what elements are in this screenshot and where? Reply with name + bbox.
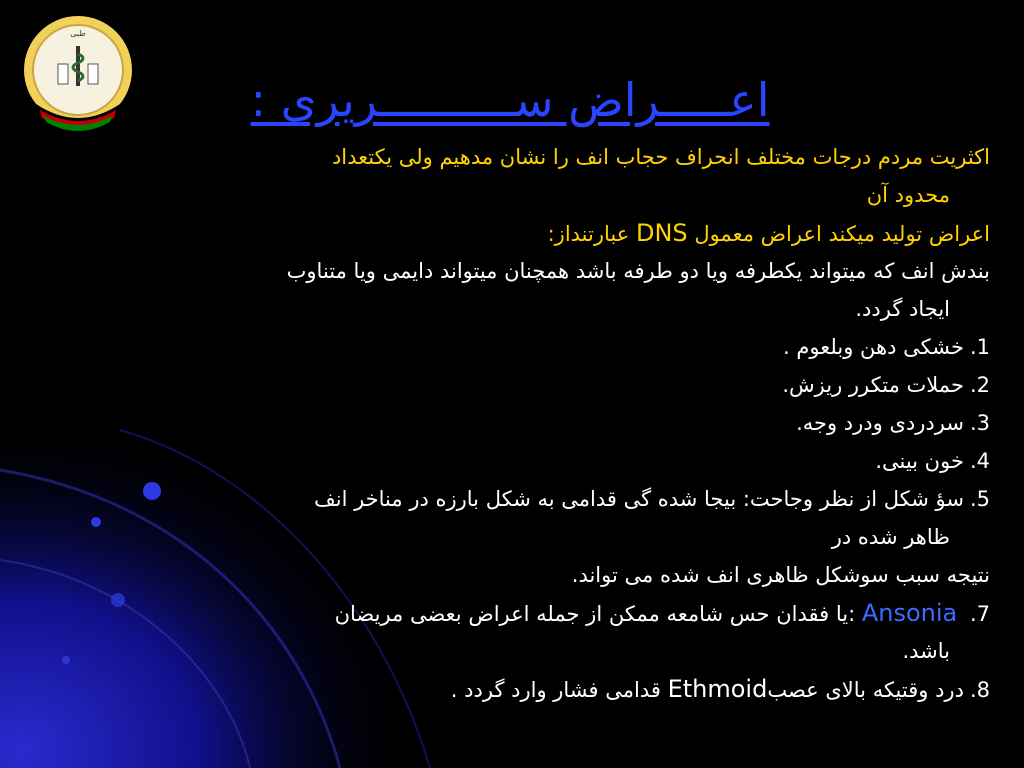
- list-text: سردردی ودرد وجه.: [796, 411, 964, 435]
- slide-body: [48, 138, 990, 708]
- list-text-b: قدامی فشار وارد گردد .: [450, 678, 661, 702]
- list-item-8: [48, 670, 990, 708]
- list-number: 3.: [969, 411, 990, 435]
- list-item-1: [48, 328, 990, 366]
- list-text: سؤ شکل از نظر وجاحت: بیجا شده گی قدامی به شکل بارزه در مناخر انف: [314, 487, 964, 511]
- ethmoid-term: Ethmoid: [667, 675, 768, 703]
- symptoms-lead-b: عبارتنداز:: [547, 222, 630, 246]
- university-seal-logo: [22, 14, 134, 132]
- list-text: درد وقتیکه بالای عصب: [767, 678, 964, 702]
- list-number: 8.: [969, 678, 990, 702]
- list-item-3: [48, 404, 990, 442]
- list-text: حملات متکرر ریزش.: [782, 373, 964, 397]
- list-text: :یا فقدان حس شامعه ممکن از جمله اعراض بعضی مریضان: [334, 602, 856, 626]
- obstruction-line-2: ایجاد گردد.: [855, 297, 950, 321]
- list-item-2: [48, 366, 990, 404]
- list-item-4: [48, 442, 990, 480]
- symptoms-lead: [48, 214, 990, 252]
- list-number: 2.: [969, 373, 990, 397]
- list-text: خشکی دهن وبلعوم .: [783, 335, 964, 359]
- symptoms-lead-a: اعراض تولید میکند اعراض معمول: [694, 222, 990, 246]
- list-item-5-continued: ظاهر شده در: [831, 525, 950, 549]
- list-number: 5.: [969, 487, 990, 511]
- list-item-5: [48, 480, 990, 518]
- slide-title: اعـــــراض ســــــــــریری :: [250, 73, 770, 127]
- list-item-7: [48, 594, 990, 632]
- intro-line-2: محدود آن: [866, 183, 950, 207]
- intro-line-1: اکثریت مردم درجات مختلف انحراف حجاب انف را نشان مدهیم ولی یکتعداد: [331, 145, 990, 169]
- list-item-7-continued: باشد.: [902, 639, 950, 663]
- list-number: 7.: [969, 602, 990, 626]
- dns-term: DNS: [635, 219, 688, 247]
- result-line: نتیجه سبب سوشکل ظاهری انف شده می تواند.: [571, 563, 990, 587]
- list-text: خون بینی.: [875, 449, 964, 473]
- obstruction-line-1: بندش انف که میتواند یکطرفه ویا دو طرفه باشد همچنان میتواند دایمی ویا متناوب: [286, 259, 990, 283]
- list-number: 4.: [969, 449, 990, 473]
- list-number: 1.: [969, 335, 990, 359]
- svg-text:طبی: طبی: [70, 29, 86, 38]
- ansonia-term: Ansonia: [861, 599, 958, 627]
